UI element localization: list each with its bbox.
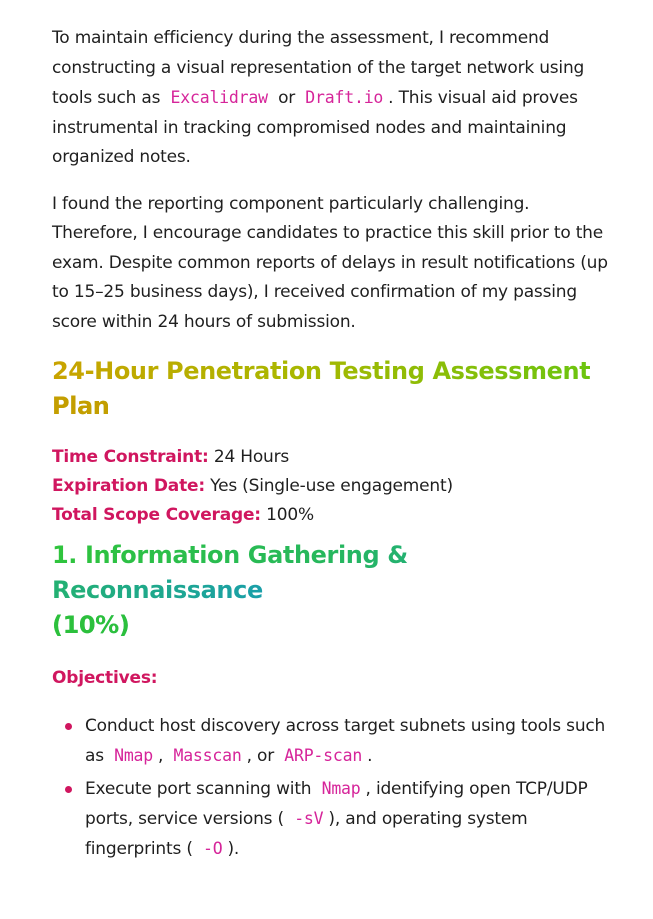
meta-label: Expiration Date: — [52, 476, 205, 496]
objectives-label: Objectives: — [52, 668, 158, 688]
bullet-dot — [65, 786, 72, 793]
code-nmap: Nmap — [321, 779, 361, 798]
code-draft-io: Draft.io — [305, 88, 384, 107]
meta-label: Time Constraint: — [52, 447, 209, 467]
list-item — [52, 774, 612, 864]
meta-time-constraint — [52, 443, 612, 472]
meta-value: 24 Hours — [213, 447, 290, 467]
objectives-list — [52, 711, 612, 864]
paragraph-text: or — [278, 88, 296, 108]
meta-total-scope — [52, 501, 612, 530]
article-body — [52, 24, 612, 867]
code-o-flag: -O — [202, 839, 223, 858]
section-heading-line1: 1. Information Gathering & Reconnaissance — [52, 541, 408, 604]
meta-value: 100% — [266, 505, 314, 525]
bullet-dot — [65, 723, 72, 730]
paragraph-visual-tools — [52, 24, 612, 173]
plan-heading — [52, 354, 612, 424]
code-nmap: Nmap — [114, 746, 154, 765]
plan-heading-line2: Plan — [52, 392, 110, 420]
meta-value: Yes (Single-use engagement) — [210, 476, 453, 496]
list-item — [52, 711, 612, 771]
code-excalidraw: Excalidraw — [170, 88, 268, 107]
code-arp-scan: ARP-scan — [284, 746, 363, 765]
list-text: ). — [227, 839, 240, 859]
meta-label: Total Scope Coverage: — [52, 505, 261, 525]
plan-meta — [52, 443, 612, 530]
section-heading-recon — [52, 538, 612, 643]
paragraph-reporting: I found the reporting component particularly challenging. Therefore, I encourage candidates to practice this skill prior to the exam. Despite common reports of delays in result notifications (up to 15–25 business days), I received confirmation of my passing score within 24 hours of submission. — [52, 193, 608, 332]
code-sv-flag: -sV — [294, 809, 324, 828]
meta-expiration-date — [52, 472, 612, 501]
paragraph-text: To maintain efficiency during the assessment, I recommend constructing a visual representation of the target network using tools such as — [52, 28, 585, 108]
paragraph-text: . This visual aid proves instrumental in tracking compromised nodes and maintaining organized notes. — [52, 88, 578, 167]
list-text: ), and operating system fingerprints ( — [85, 809, 528, 859]
list-text: , identifying open TCP/UDP ports, service versions ( — [85, 779, 588, 829]
list-text: , — [158, 746, 164, 766]
list-text: . — [367, 746, 373, 766]
list-text: , or — [246, 746, 275, 766]
list-text: Execute port scanning with — [85, 779, 312, 799]
plan-heading-line1: 24-Hour Penetration Testing Assessment — [52, 357, 591, 385]
code-masscan: Masscan — [173, 746, 242, 765]
list-text: Conduct host discovery across target subnets using tools such as — [85, 716, 606, 766]
section-heading-line2: (10%) — [52, 611, 130, 639]
